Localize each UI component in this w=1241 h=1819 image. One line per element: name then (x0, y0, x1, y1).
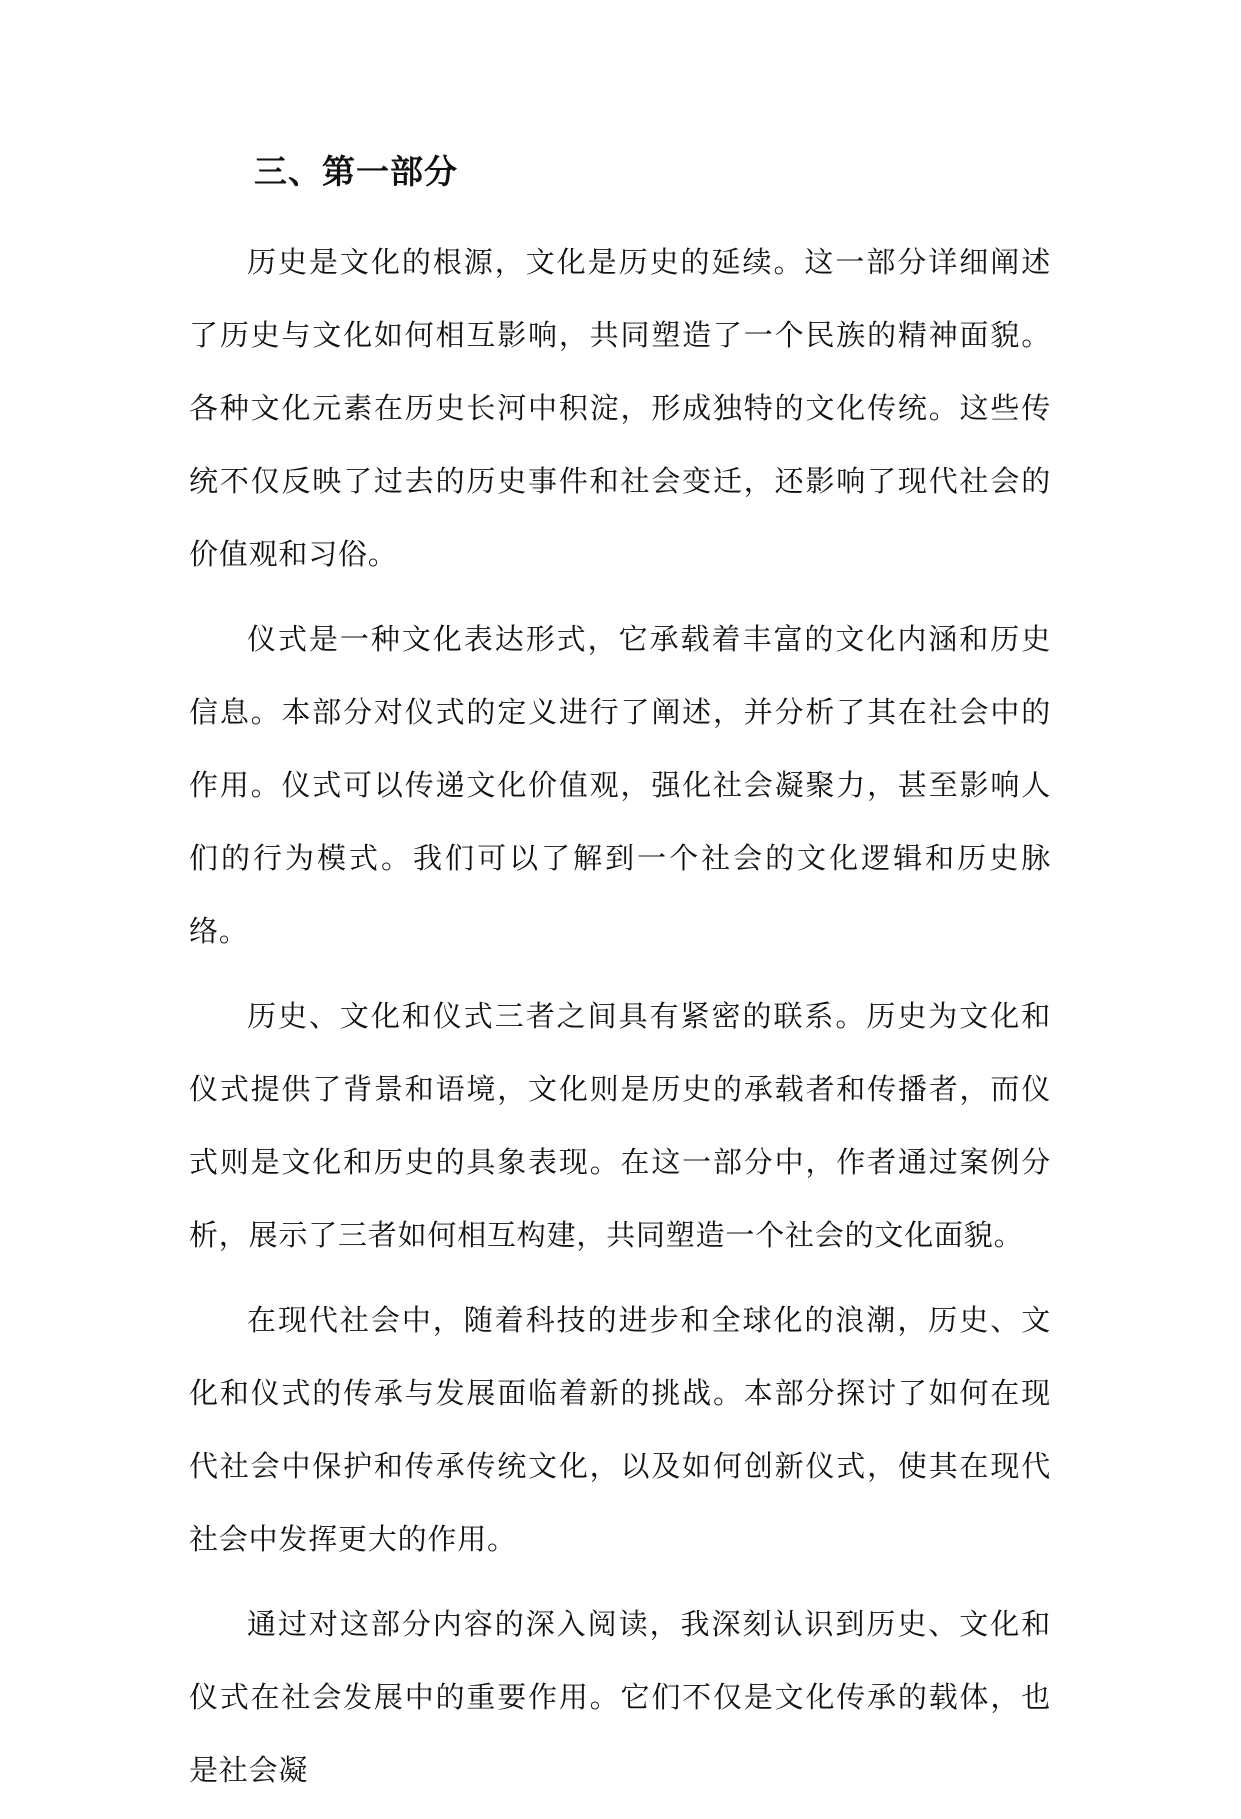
paragraph-3: 历史、文化和仪式三者之间具有紧密的联系。历史为文化和仪式提供了背景和语境，文化则是历史的承载者和传播者，而仪式则是文化和历史的具象表现。在这一部分中，作者通过案例分析，展示了三者如何相互构建，共同塑造一个社会的文化面貌。 (189, 999, 1051, 1252)
section-heading: 三、第一部分 (254, 152, 458, 191)
paragraph-4: 在现代社会中，随着科技的进步和全球化的浪潮，历史、文化和仪式的传承与发展面临着新的挑战。本部分探讨了如何在现代社会中保护和传承传统文化，以及如何创新仪式，使其在现代社会中发挥更大的作用。 (189, 1303, 1051, 1556)
paragraph-1: 历史是文化的根源，文化是历史的延续。这一部分详细阐述了历史与文化如何相互影响，共同塑造了一个民族的精神面貌。各种文化元素在历史长河中积淀，形成独特的文化传统。这些传统不仅反映了过去的历史事件和社会变迁，还影响了现代社会的价值观和习俗。 (189, 245, 1051, 571)
body-text (189, 226, 1051, 1819)
paragraph-2: 仪式是一种文化表达形式，它承载着丰富的文化内涵和历史信息。本部分对仪式的定义进行了阐述，并分析了其在社会中的作用。仪式可以传递文化价值观，强化社会凝聚力，甚至影响人们的行为模式。我们可以了解到一个社会的文化逻辑和历史脉络。 (189, 622, 1051, 948)
paragraph-5: 通过对这部分内容的深入阅读，我深刻认识到历史、文化和仪式在社会发展中的重要作用。它们不仅是文化传承的载体，也是社会凝 (189, 1607, 1051, 1787)
